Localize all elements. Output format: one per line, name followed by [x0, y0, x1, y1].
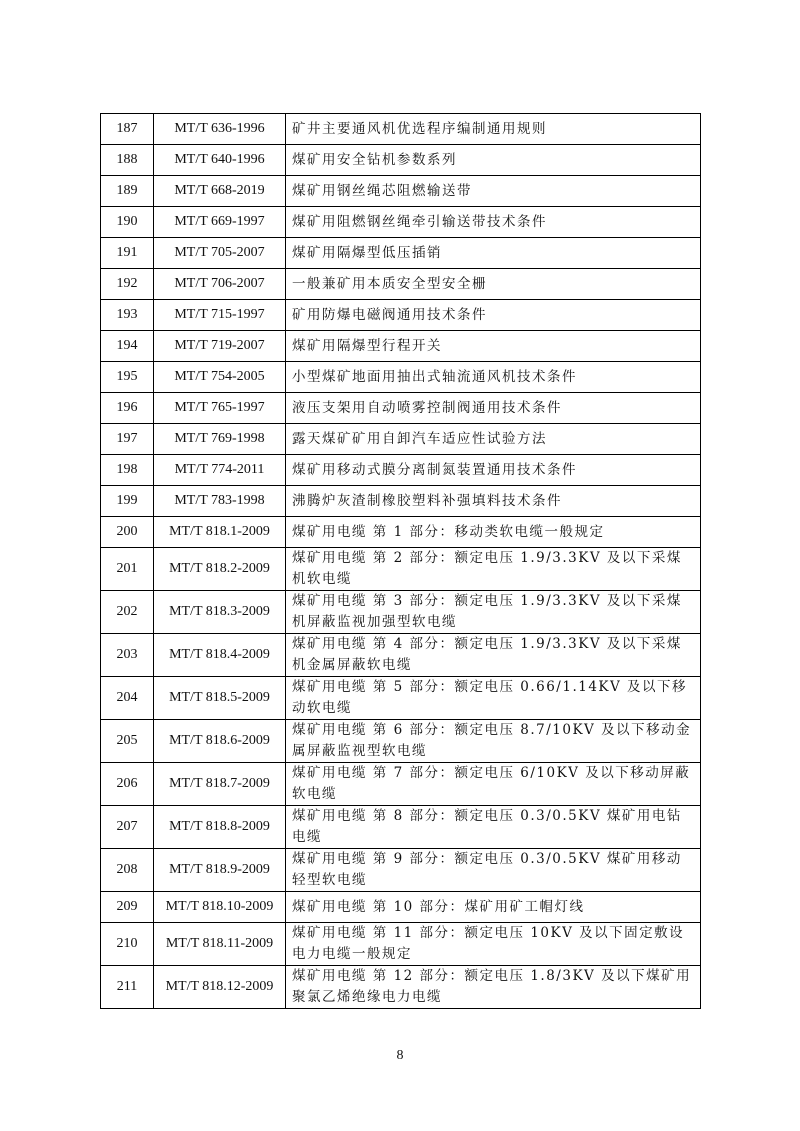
- table-row: [101, 486, 701, 517]
- standard-title: 煤矿用电缆 第 11 部分：额定电压 10KV 及以下固定敷设电力电缆一般规定: [286, 923, 701, 966]
- table-row: [101, 966, 701, 1009]
- table-row: [101, 238, 701, 269]
- standard-title: 煤矿用电缆 第 1 部分：移动类软电缆一般规定: [286, 517, 701, 548]
- standard-title: 露天煤矿矿用自卸汽车适应性试验方法: [286, 424, 701, 455]
- standard-code: MT/T 719-2007: [154, 331, 286, 362]
- row-number: 198: [101, 455, 154, 486]
- standard-code: MT/T 774-2011: [154, 455, 286, 486]
- row-number: 211: [101, 966, 154, 1009]
- row-number: 204: [101, 677, 154, 720]
- standard-title: 煤矿用安全钻机参数系列: [286, 145, 701, 176]
- standard-title: 煤矿用移动式膜分离制氮装置通用技术条件: [286, 455, 701, 486]
- standard-code: MT/T 668-2019: [154, 176, 286, 207]
- row-number: 196: [101, 393, 154, 424]
- row-number: 206: [101, 763, 154, 806]
- row-number: 192: [101, 269, 154, 300]
- row-number: 210: [101, 923, 154, 966]
- standard-title: 小型煤矿地面用抽出式轴流通风机技术条件: [286, 362, 701, 393]
- standard-title: 液压支架用自动喷雾控制阀通用技术条件: [286, 393, 701, 424]
- standard-title: 一般兼矿用本质安全型安全栅: [286, 269, 701, 300]
- table-row: [101, 517, 701, 548]
- standard-code: MT/T 818.6-2009: [154, 720, 286, 763]
- standard-code: MT/T 636-1996: [154, 114, 286, 145]
- table-row: [101, 806, 701, 849]
- row-number: 207: [101, 806, 154, 849]
- table-row: [101, 455, 701, 486]
- row-number: 191: [101, 238, 154, 269]
- table-row: [101, 362, 701, 393]
- standard-code: MT/T 640-1996: [154, 145, 286, 176]
- standard-code: MT/T 705-2007: [154, 238, 286, 269]
- standard-code: MT/T 818.4-2009: [154, 634, 286, 677]
- standard-code: MT/T 754-2005: [154, 362, 286, 393]
- row-number: 188: [101, 145, 154, 176]
- standard-title: 煤矿用电缆 第 6 部分：额定电压 8.7/10KV 及以下移动金属屏蔽监视型软电缆: [286, 720, 701, 763]
- standard-code: MT/T 818.3-2009: [154, 591, 286, 634]
- standard-code: MT/T 818.9-2009: [154, 849, 286, 892]
- standard-title: 煤矿用电缆 第 12 部分：额定电压 1.8/3KV 及以下煤矿用聚氯乙烯绝缘电力电缆: [286, 966, 701, 1009]
- table-row: [101, 634, 701, 677]
- standard-code: MT/T 769-1998: [154, 424, 286, 455]
- row-number: 200: [101, 517, 154, 548]
- standard-title: 煤矿用电缆 第 9 部分：额定电压 0.3/0.5KV 煤矿用移动轻型软电缆: [286, 849, 701, 892]
- page-number: 8: [396, 1048, 404, 1063]
- standard-title: 煤矿用阻燃钢丝绳牵引输送带技术条件: [286, 207, 701, 238]
- standard-code: MT/T 669-1997: [154, 207, 286, 238]
- standard-title: 煤矿用电缆 第 5 部分：额定电压 0.66/1.14KV 及以下移动软电缆: [286, 677, 701, 720]
- table-row: [101, 393, 701, 424]
- standard-code: MT/T 783-1998: [154, 486, 286, 517]
- row-number: 202: [101, 591, 154, 634]
- standard-title: 矿用防爆电磁阀通用技术条件: [286, 300, 701, 331]
- standard-title: 煤矿用电缆 第 7 部分：额定电压 6/10KV 及以下移动屏蔽软电缆: [286, 763, 701, 806]
- standard-code: MT/T 818.5-2009: [154, 677, 286, 720]
- table-row: [101, 424, 701, 455]
- row-number: 189: [101, 176, 154, 207]
- table-row: [101, 849, 701, 892]
- standard-title: 矿井主要通风机优选程序编制通用规则: [286, 114, 701, 145]
- standard-code: MT/T 715-1997: [154, 300, 286, 331]
- row-number: 205: [101, 720, 154, 763]
- row-number: 201: [101, 548, 154, 591]
- table-row: [101, 269, 701, 300]
- table-row: [101, 114, 701, 145]
- row-number: 194: [101, 331, 154, 362]
- table-row: [101, 677, 701, 720]
- standard-title: 煤矿用电缆 第 4 部分：额定电压 1.9/3.3KV 及以下采煤机金属屏蔽软电缆: [286, 634, 701, 677]
- row-number: 203: [101, 634, 154, 677]
- standard-code: MT/T 818.8-2009: [154, 806, 286, 849]
- standard-code: MT/T 818.1-2009: [154, 517, 286, 548]
- table-row: [101, 331, 701, 362]
- standard-code: MT/T 818.2-2009: [154, 548, 286, 591]
- standard-title: 煤矿用电缆 第 8 部分：额定电压 0.3/0.5KV 煤矿用电钻电缆: [286, 806, 701, 849]
- table-row: [101, 207, 701, 238]
- row-number: 209: [101, 892, 154, 923]
- table-row: [101, 763, 701, 806]
- standards-table: [100, 113, 701, 1009]
- standards-table-body: [101, 114, 701, 1009]
- standard-title: 煤矿用电缆 第 2 部分：额定电压 1.9/3.3KV 及以下采煤机软电缆: [286, 548, 701, 591]
- table-row: [101, 923, 701, 966]
- standard-title: 煤矿用隔爆型低压插销: [286, 238, 701, 269]
- standard-title: 煤矿用电缆 第 3 部分：额定电压 1.9/3.3KV 及以下采煤机屏蔽监视加强型软电缆: [286, 591, 701, 634]
- standard-title: 沸腾炉灰渣制橡胶塑料补强填料技术条件: [286, 486, 701, 517]
- standard-code: MT/T 818.12-2009: [154, 966, 286, 1009]
- row-number: 190: [101, 207, 154, 238]
- table-row: [101, 300, 701, 331]
- table-row: [101, 176, 701, 207]
- standard-code: MT/T 818.10-2009: [154, 892, 286, 923]
- standard-code: MT/T 765-1997: [154, 393, 286, 424]
- row-number: 195: [101, 362, 154, 393]
- standard-code: MT/T 818.11-2009: [154, 923, 286, 966]
- standard-code: MT/T 706-2007: [154, 269, 286, 300]
- standard-title: 煤矿用隔爆型行程开关: [286, 331, 701, 362]
- standard-title: 煤矿用电缆 第 10 部分：煤矿用矿工帽灯线: [286, 892, 701, 923]
- table-row: [101, 145, 701, 176]
- standard-code: MT/T 818.7-2009: [154, 763, 286, 806]
- standard-title: 煤矿用钢丝绳芯阻燃输送带: [286, 176, 701, 207]
- table-row: [101, 591, 701, 634]
- table-row: [101, 720, 701, 763]
- row-number: 187: [101, 114, 154, 145]
- table-row: [101, 892, 701, 923]
- table-row: [101, 548, 701, 591]
- row-number: 197: [101, 424, 154, 455]
- row-number: 199: [101, 486, 154, 517]
- row-number: 208: [101, 849, 154, 892]
- row-number: 193: [101, 300, 154, 331]
